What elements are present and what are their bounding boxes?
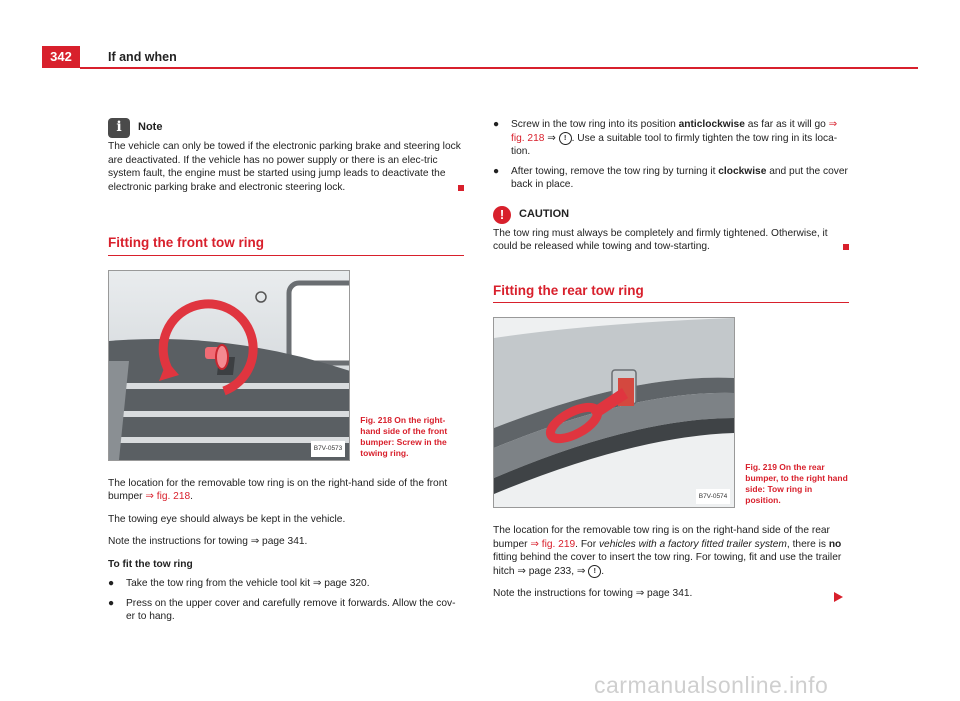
header-rule <box>80 67 918 69</box>
list-item: ● Take the tow ring from the vehicle tool kit ⇒ page 320. <box>108 578 370 589</box>
paragraph: Note the instructions for towing ⇒ page 341. <box>108 536 308 547</box>
figure-caption: Fig. 219 On the rear bumper, to the right hand side: Tow ring in position. <box>745 462 848 506</box>
list-item: ● Press on the upper cover and carefully remove it forwards. Allow the cov-er to hang. <box>108 597 456 622</box>
caution-ref-icon: ! <box>559 132 572 145</box>
list-item: ● After towing, remove the tow ring by turning it clockwise and put the cover back in place. <box>493 165 848 191</box>
section-title-rear: Fitting the rear tow ring <box>493 282 644 298</box>
paragraph: The location for the removable tow ring is on the right-hand side of the front bumper ⇒ fig. 218. <box>108 477 448 502</box>
subheading: To fit the tow ring <box>108 558 193 570</box>
section-end-marker <box>843 244 849 250</box>
figure-caption: Fig. 218 On the right-hand side of the front bumper: Screw in the towing ring. <box>360 414 448 458</box>
front-bumper-drawing <box>109 271 350 460</box>
right-column <box>493 118 849 601</box>
figure-219 <box>493 317 849 508</box>
page-number: 342 <box>42 46 80 68</box>
bullet-icon: ● <box>493 165 500 177</box>
figure-link[interactable]: ⇒ fig. 219 <box>530 538 576 550</box>
note-title: Note <box>138 121 163 134</box>
figure-code: B7V-0573 <box>311 441 346 457</box>
figure-218 <box>108 270 464 461</box>
info-icon: i <box>108 118 130 138</box>
figure-link[interactable]: ⇒ fig. 218 <box>145 491 191 502</box>
caution-title: CAUTION <box>519 207 570 220</box>
continue-arrow-icon <box>834 592 843 602</box>
caution-ref-icon: ! <box>588 565 601 578</box>
paragraph: Note the instructions for towing ⇒ page 341. <box>493 588 693 600</box>
left-column <box>108 118 464 624</box>
note-header <box>108 118 464 138</box>
caution-header <box>493 206 849 224</box>
watermark: carmanualsonline.info <box>594 672 829 698</box>
rear-bumper-illustration <box>493 317 735 508</box>
bullet-icon: ● <box>493 119 500 130</box>
paragraph: The location for the removable tow ring is on the right-hand side of the rear bumper ⇒ fig. 219. For vehicles with a factory fitted trailer system, there is no fitting behind the cover to insert the tow ring. For towing, fit and use the trailer hitch ⇒ page 233, ⇒ ! . <box>493 525 842 577</box>
caution-text: The tow ring must always be completely and firmly tightened. Otherwise, it could be released while towing and tow-starting. <box>493 227 849 254</box>
caution-icon: ! <box>493 206 511 224</box>
figure-link[interactable]: ⇒ fig. 218 <box>511 119 838 144</box>
section-title-front: Fitting the front tow ring <box>108 235 264 250</box>
page-title: If and when <box>108 50 177 64</box>
paragraph: The towing eye should always be kept in the vehicle. <box>108 513 346 525</box>
bullet-icon: ● <box>108 578 115 589</box>
section-end-marker <box>458 185 464 191</box>
bullet-icon: ● <box>108 597 115 609</box>
note-text: The vehicle can only be towed if the electronic parking brake and steering lock are deactivated. If the vehicle has no power supply or there is an elec-tric system fault, the engine must be started using jump leads to deactivate the electronic parking brake and electronic steering lock. <box>108 140 464 194</box>
list-item: ● Screw in the tow ring into its position anticlockwise as far as it will go ⇒ fig. 218 ⇒ ! . Use a suitable tool to firmly tighten the tow ring in its loca-tion. <box>493 119 838 158</box>
rear-bumper-drawing <box>494 318 735 507</box>
front-bumper-illustration <box>108 270 350 461</box>
figure-code: B7V-0574 <box>696 489 731 505</box>
